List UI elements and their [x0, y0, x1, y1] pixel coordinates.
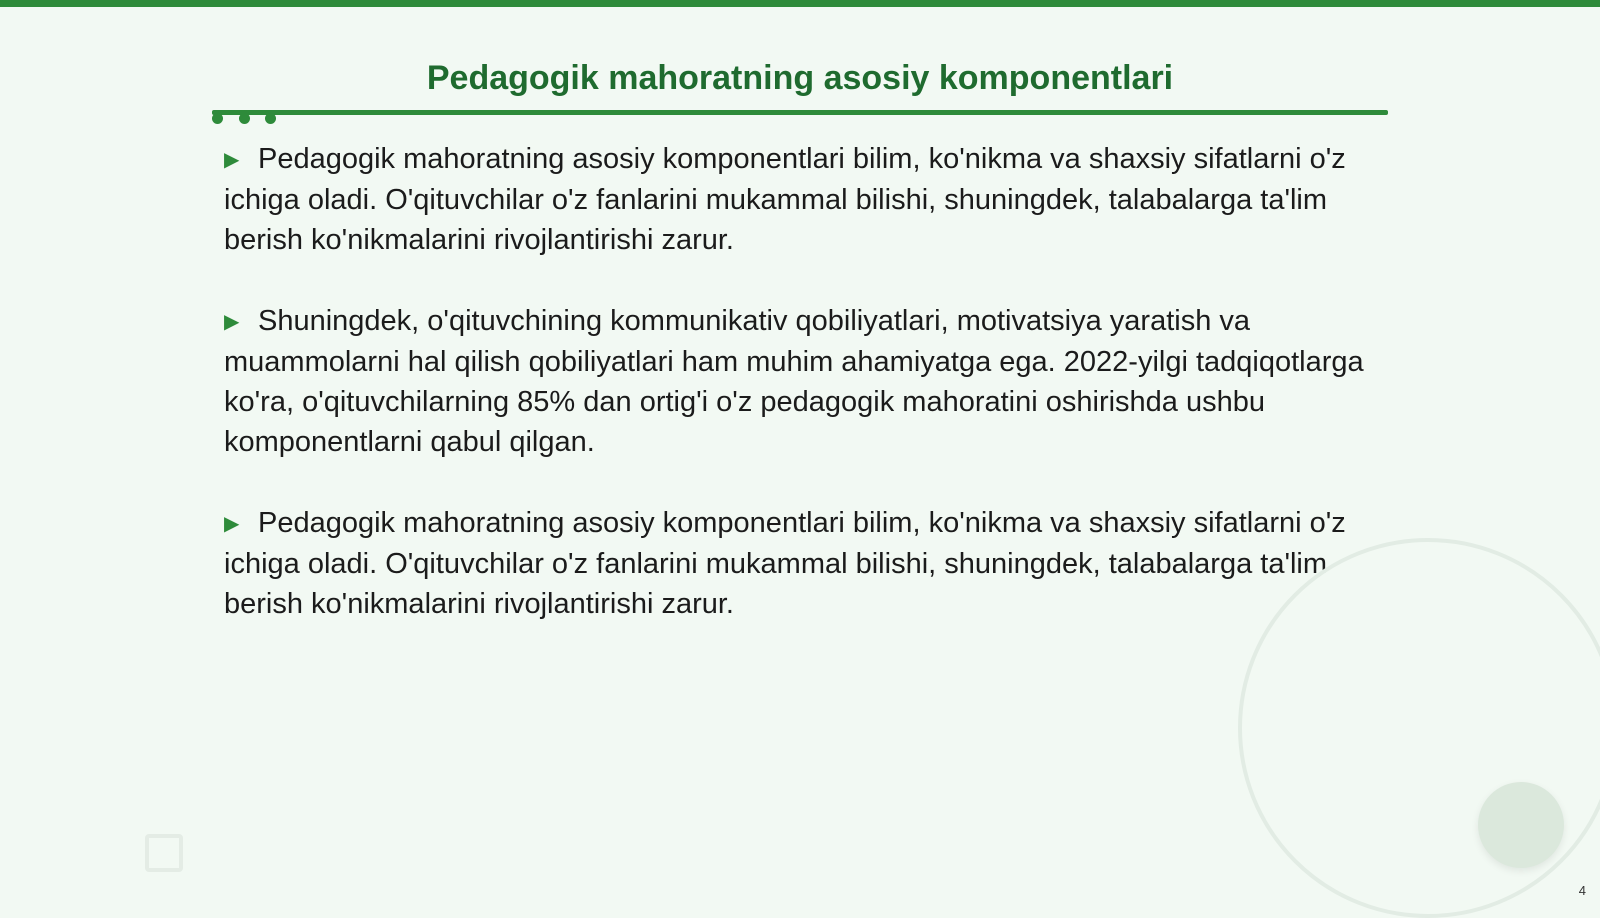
- bullet-paragraph-3: [224, 503, 1374, 624]
- dot-icon: [212, 113, 223, 124]
- play-triangle-icon: ▶: [224, 513, 240, 535]
- paragraph-text-1: Pedagogik mahoratning asosiy komponentlari bilim, ko'nikma va shaxsiy sifatlarni o'z ichiga oladi. O'qituvchilar o'z fanlarini mukammal bilishi, shuningdek, talabalarga ta'lim berish ko'nikmalarini rivojlantirishi zarur.: [224, 143, 1346, 256]
- dot-icon: [265, 113, 276, 124]
- slide-body: [224, 139, 1374, 665]
- title-underline: [212, 110, 1388, 115]
- page-number: 4: [1578, 883, 1586, 898]
- top-accent-bar: [0, 0, 1600, 7]
- decorative-ring: [1238, 538, 1600, 918]
- bullet-paragraph-1: [224, 139, 1374, 260]
- play-triangle-icon: ▶: [224, 149, 240, 171]
- paragraph-text-3: Pedagogik mahoratning asosiy komponentlari bilim, ko'nikma va shaxsiy sifatlarni o'z ichiga oladi. O'qituvchilar o'z fanlarini mukammal bilishi, shuningdek, talabalarga ta'lim berish ko'nikmalarini rivojlantirishi zarur.: [224, 507, 1346, 620]
- dot-icon: [239, 113, 250, 124]
- slide-title: Pedagogik mahoratning asosiy komponentlari: [426, 59, 1174, 97]
- play-triangle-icon: ▶: [224, 311, 240, 333]
- paragraph-text-2: Shuningdek, o'qituvchining kommunikativ qobiliyatlari, motivatsiya yaratish va muammolarni hal qilish qobiliyatlari ham muhim ahamiyatga ega. 2022-yilgi tadqiqotlarga ko'ra, o'qituvchilarning 85% dan ortig'i o'z pedagogik mahoratini oshirishda ushbu komponentlarni qabul qilgan.: [224, 305, 1364, 458]
- decorative-circle: [1478, 782, 1564, 868]
- title-dots-decoration: [212, 113, 282, 125]
- bullet-paragraph-2: [224, 301, 1374, 462]
- decorative-square: [145, 834, 183, 872]
